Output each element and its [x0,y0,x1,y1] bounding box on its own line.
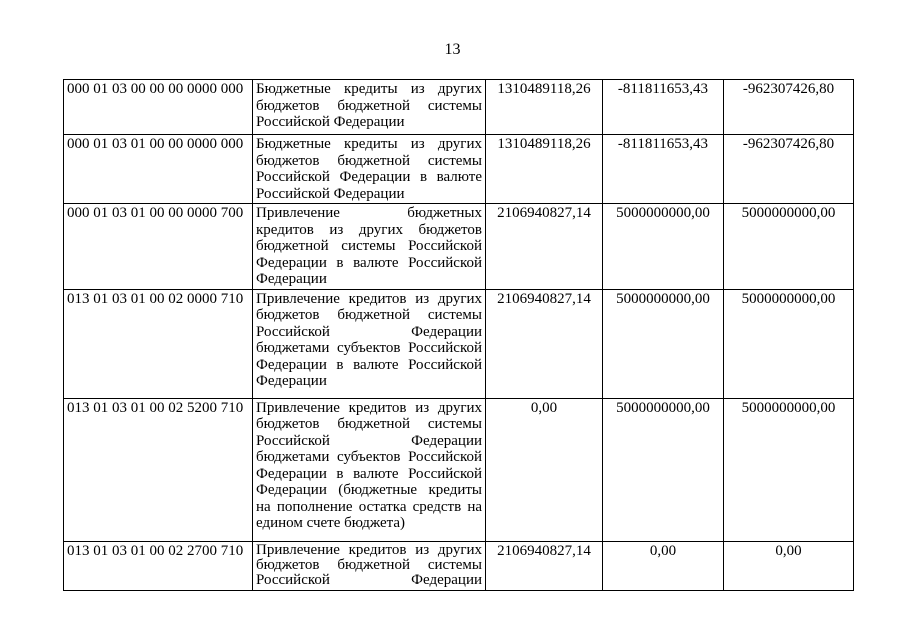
page-number: 13 [444,41,461,58]
table-row [64,398,854,541]
value-cell-approved: 0,00 [486,398,603,541]
value-cell-deviation: -962307426,80 [724,80,854,135]
value-cell-executed: 5000000000,00 [603,204,724,290]
value-cell-executed: 0,00 [603,541,724,590]
value-cell-deviation: 5000000000,00 [724,398,854,541]
budget-table [63,79,854,591]
value-cell-executed: -811811653,43 [603,80,724,135]
value-cell-approved: 2106940827,14 [486,541,603,590]
value-cell-executed: -811811653,43 [603,135,724,204]
table-row [64,204,854,290]
budget-code-cell: 000 01 03 01 00 00 0000 000 [64,135,253,204]
value-cell-deviation: -962307426,80 [724,135,854,204]
budget-code-cell: 013 01 03 01 00 02 0000 710 [64,289,253,398]
value-cell-approved: 2106940827,14 [486,204,603,290]
value-cell-approved: 1310489118,26 [486,135,603,204]
table-row [64,289,854,398]
budget-code-cell: 013 01 03 01 00 02 5200 710 [64,398,253,541]
budget-code-cell: 013 01 03 01 00 02 2700 710 [64,541,253,590]
table-row [64,80,854,135]
budget-name-cell: Бюджетные кредиты из других бюджетов бюджетной системы Российской Федерации [253,80,486,135]
budget-code-cell: 000 01 03 01 00 00 0000 700 [64,204,253,290]
table-row [64,135,854,204]
value-cell-deviation: 0,00 [724,541,854,590]
value-cell-approved: 1310489118,26 [486,80,603,135]
budget-name-cell: Бюджетные кредиты из других бюджетов бюджетной системы Российской Федерации в валюте Российской Федерации [253,135,486,204]
budget-code-cell: 000 01 03 00 00 00 0000 000 [64,80,253,135]
value-cell-executed: 5000000000,00 [603,398,724,541]
value-cell-approved: 2106940827,14 [486,289,603,398]
budget-name-cell: Привлечение кредитов из других бюджетов бюджетной системы Российской Федерации [253,541,486,590]
budget-name-cell: Привлечение бюджетных кредитов из других бюджетов бюджетной системы Российской Федерации в валюте Российской Федерации [253,204,486,290]
value-cell-executed: 5000000000,00 [603,289,724,398]
budget-name-cell: Привлечение кредитов из других бюджетов бюджетной системы Российской Федерации бюджетами субъектов Российской Федерации в валюте Российской Федерации [253,289,486,398]
value-cell-deviation: 5000000000,00 [724,289,854,398]
table-row [64,541,854,590]
value-cell-deviation: 5000000000,00 [724,204,854,290]
budget-name-cell: Привлечение кредитов из других бюджетов бюджетной системы Российской Федерации бюджетами субъектов Российской Федерации в валюте Российской Федерации (бюджетные кредиты на пополнение остатка средств на едином счете бюджета) [253,398,486,541]
